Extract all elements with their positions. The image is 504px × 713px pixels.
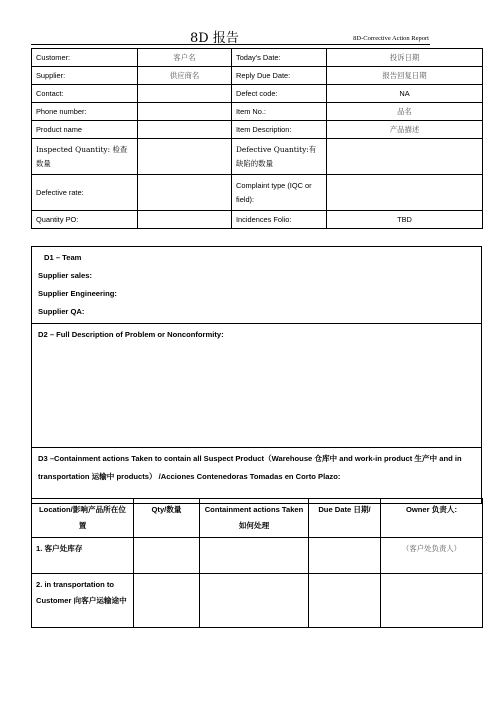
defect-code-value[interactable]: NA	[327, 85, 483, 103]
d2-title: D2 – Full Description of Problem or Nonconformity:	[38, 330, 224, 339]
defective-quantity-label: Defective Quantity:有缺陷的数量	[232, 139, 327, 175]
action-cell[interactable]	[200, 574, 309, 628]
d1-d2-table	[31, 246, 482, 504]
row-product	[32, 121, 483, 139]
info-table	[31, 48, 483, 229]
d1-section	[32, 247, 482, 324]
supplier-label: Supplier:	[32, 67, 138, 85]
report-subtitle: 8D-Corrective Action Report	[353, 35, 429, 42]
qty-cell[interactable]	[134, 538, 200, 574]
due-date-header: Due Date 日期/	[309, 499, 381, 538]
reply-due-date-value[interactable]: 报告回复日期	[327, 67, 483, 85]
contact-label: Contact:	[32, 85, 138, 103]
d1-title: D1 – Team	[44, 253, 82, 262]
containment-table	[31, 498, 483, 628]
supplier-sales-label: Supplier sales:	[38, 271, 93, 280]
item-description-label: Item Description:	[232, 121, 327, 139]
item-no-label: Item No.:	[232, 103, 327, 121]
phone-value[interactable]	[138, 103, 232, 121]
owner-cell[interactable]	[381, 574, 483, 628]
complaint-type-value[interactable]	[327, 175, 483, 211]
customer-value[interactable]: 客户名	[138, 49, 232, 67]
row-contact	[32, 85, 483, 103]
row-defective	[32, 175, 483, 211]
quantity-po-value[interactable]	[138, 211, 232, 229]
containment-header-row	[32, 499, 483, 538]
defect-code-label: Defect code:	[232, 85, 327, 103]
location-cell: 2. in transportation to Customer 向客户运输途中	[32, 574, 134, 628]
supplier-value[interactable]: 供应商名	[138, 67, 232, 85]
supplier-qa-label: Supplier QA:	[38, 307, 85, 316]
row-quantity	[32, 139, 483, 175]
product-name-value[interactable]	[138, 121, 232, 139]
inspected-quantity-label: Inspected Quantity: 检查数量	[32, 139, 138, 175]
item-description-value[interactable]: 产品描述	[327, 121, 483, 139]
qty-header: Qty/数量	[134, 499, 200, 538]
d2-section	[32, 324, 482, 448]
row-customer	[32, 49, 483, 67]
row-supplier	[32, 67, 483, 85]
report-title: 8D 报告	[190, 31, 239, 46]
complaint-type-label: Complaint type (IQC or field):	[232, 175, 327, 211]
product-name-label: Product name	[32, 121, 138, 139]
supplier-engineering-label: Supplier Engineering:	[38, 289, 117, 298]
d2-description-area[interactable]	[38, 344, 475, 444]
defective-quantity-value[interactable]	[327, 139, 483, 175]
row-phone	[32, 103, 483, 121]
quantity-po-label: Quantity PO:	[32, 211, 138, 229]
defective-rate-value[interactable]	[138, 175, 232, 211]
todays-date-value[interactable]: 投诉日期	[327, 49, 483, 67]
incidences-folio-value[interactable]: TBD	[327, 211, 483, 229]
owner-header: Owner 负责人:	[381, 499, 483, 538]
header-rule	[31, 44, 430, 45]
incidences-folio-label: Incidences Folio:	[232, 211, 327, 229]
customer-label: Customer:	[32, 49, 138, 67]
phone-label: Phone number:	[32, 103, 138, 121]
contact-value[interactable]	[138, 85, 232, 103]
action-cell[interactable]	[200, 538, 309, 574]
d3-title: D3 –Containment actions Taken to contain all Suspect Product（Warehouse 仓库中 and work-in product 生产中 and in transportation 运输中 products） /Acciones Contenedoras Tomadas en Corto Plazo:	[38, 454, 462, 481]
reply-due-date-label: Reply Due Date:	[232, 67, 327, 85]
inspected-quantity-value[interactable]	[138, 139, 232, 175]
table-row	[32, 574, 483, 628]
containment-actions-header: Containment actions Taken 如何处理	[200, 499, 309, 538]
todays-date-label: Today's Date:	[232, 49, 327, 67]
due-date-cell[interactable]	[309, 574, 381, 628]
row-po	[32, 211, 483, 229]
table-row	[32, 538, 483, 574]
due-date-cell[interactable]	[309, 538, 381, 574]
d3-section	[32, 448, 482, 504]
item-no-value[interactable]: 品名	[327, 103, 483, 121]
qty-cell[interactable]	[134, 574, 200, 628]
defective-rate-label: Defective rate:	[32, 175, 138, 211]
location-cell: 1. 客户处库存	[32, 538, 134, 574]
owner-cell[interactable]: （客户处负责人）	[381, 538, 483, 574]
location-header: Location/影响产品所在位置	[32, 499, 134, 538]
